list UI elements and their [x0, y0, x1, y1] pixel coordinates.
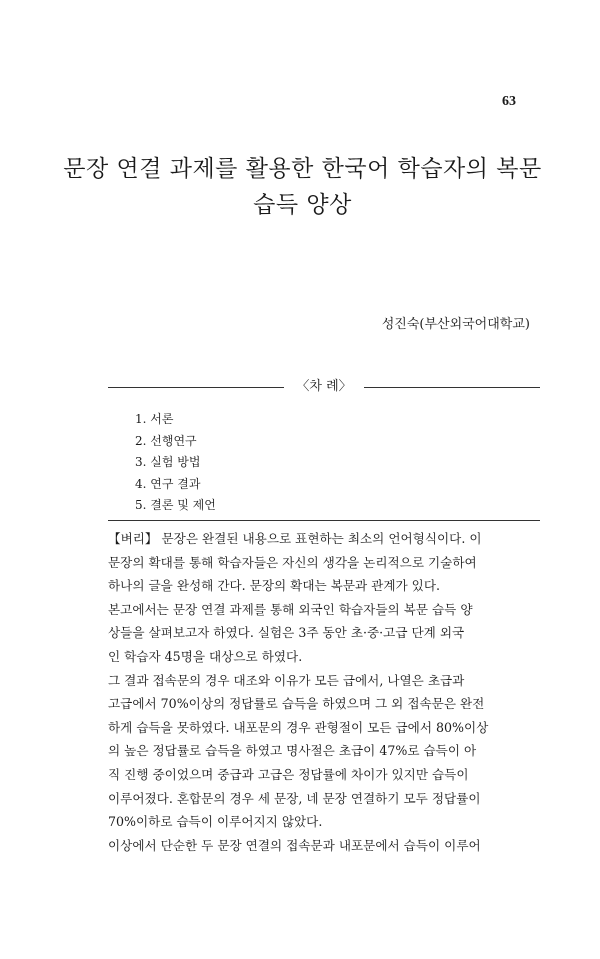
paper-title: [60, 151, 545, 223]
abstract-line: 상들을 살펴보고자 하였다. 실험은 3주 동안 초·중·고급 단계 외국: [108, 625, 465, 641]
abstract-line: 문장의 확대를 통해 학습자들은 자신의 생각을 논리적으로 기술하여: [108, 554, 477, 570]
abstract-line: 고급에서 70%이상의 정답률로 습득을 하였으며 그 외 접속문은 완전: [108, 696, 485, 712]
toc-item: 5. 결론 및 제언: [135, 498, 216, 512]
abstract: [108, 527, 518, 857]
abstract-line: 70%이하로 습득이 이루어지지 않았다.: [108, 814, 323, 830]
title-line-1: 문장 연결 과제를 활용한 한국어 학습자의 복문: [63, 156, 542, 182]
abstract-line: 그 결과 접속문의 경우 대조와 이유가 모든 급에서, 나열은 초급과: [108, 672, 465, 688]
abstract-line: 【벼리】 문장은 완결된 내용으로 표현하는 최소의 언어형식이다. 이: [108, 531, 482, 546]
contents-rule-right: [364, 387, 540, 388]
toc-item: 2. 선행연구: [135, 433, 197, 448]
abstract-divider: [108, 520, 540, 521]
abstract-line: 하게 습득을 못하였다. 내포문의 경우 관형절이 모든 급에서 80%이상: [108, 719, 489, 735]
toc-item: 3. 실험 방법: [135, 455, 201, 469]
abstract-line: 인 학습자 45명을 대상으로 하였다.: [108, 648, 303, 664]
toc-item: 4. 연구 결과: [135, 476, 201, 491]
abstract-line: 이상에서 단순한 두 문장 연결의 접속문과 내포문에서 습득이 이루어: [108, 837, 481, 853]
table-of-contents: [135, 409, 216, 517]
title-line-2: 습득 양상: [253, 192, 352, 218]
author-affiliation: 성진숙(부산외국어대학교): [381, 317, 530, 332]
abstract-line: 본고에서는 문장 연결 과제를 통해 외국인 학습자들의 복문 습득 양: [108, 601, 473, 617]
abstract-line: 의 높은 정답률로 습득을 하였고 명사절은 초급이 47%로 습득이 아: [108, 743, 477, 759]
abstract-line: 이루어졌다. 혼합문의 경우 세 문장, 네 문장 연결하기 모두 정답률이: [108, 790, 481, 806]
contents-rule-left: [108, 387, 284, 388]
contents-heading: [108, 377, 540, 397]
contents-heading-label: 〈차 례〉: [296, 379, 352, 394]
abstract-line: 하나의 글을 완성해 간다. 문장의 확대는 복문과 관계가 있다.: [108, 578, 441, 594]
abstract-line: 직 진행 중이었으며 중급과 고급은 정답률에 차이가 있지만 습득이: [108, 766, 469, 782]
page-number: 63: [502, 94, 516, 109]
toc-item: 1. 서론: [135, 412, 174, 426]
